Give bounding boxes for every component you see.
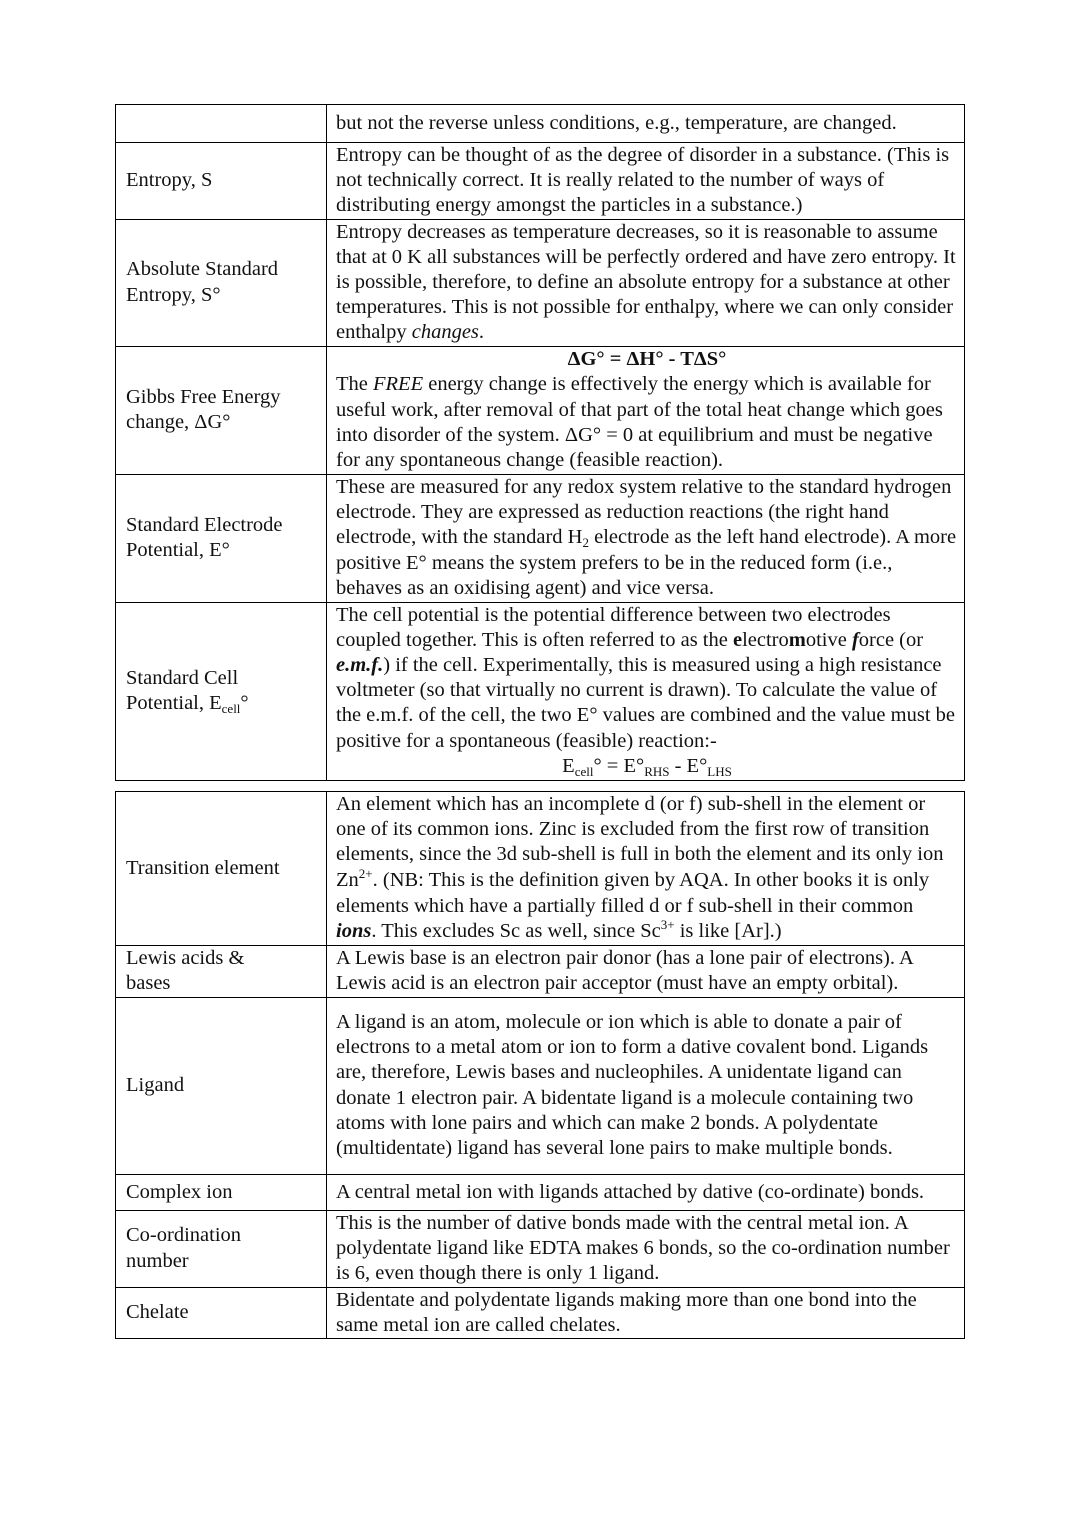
term-coordination-number [116,1210,327,1287]
definition-coordination-number [327,1210,965,1287]
term-line: change, ΔG° [126,411,231,434]
definition-text-part: The [336,373,373,396]
term-line: Absolute Standard [126,258,279,281]
italic-text: changes [411,321,479,344]
term-chelate: Chelate [116,1287,327,1338]
definition-complex-ion [327,1174,965,1210]
definition-entropy [327,143,965,220]
definition-text-part: is like [Ar].) [674,920,782,943]
term-line: Gibbs Free Energy [126,385,281,408]
table-row [116,105,965,143]
term-complex-ion: Complex ion [116,1174,327,1210]
definition-text-part: otive [805,628,852,651]
table-row [116,792,965,946]
definition-text-part: The cell potential is the potential difference between two electrodes coupled together. This is often referred to as the [336,603,891,651]
definition-text-part: . (NB: This is the definition given by AQA. In other books it is only elements which have a partially filled d or f sub-shell in their common [336,868,930,917]
definition-text-part: electrode as the left hand electrode). A more positive E° means the system prefers to be in the reduced form (i.e., behaves as an oxidising agent) and vice versa. [336,526,957,600]
definition-absolute-entropy [327,219,965,346]
bold-italic-letter: f [851,628,859,651]
term-line: Standard Cell [126,666,239,689]
definition-lewis [327,946,965,997]
table-row [116,143,965,220]
definition-text: A Lewis base is an electron pair donor (has a lone pair of electrons). A Lewis acid is an electron pair acceptor (must have an empty orbital). [336,947,913,995]
definition-text-part: lectro [742,628,789,651]
table-row [116,1287,965,1338]
formula-part: E [562,754,575,777]
glossary-table-2 [115,791,965,1339]
definition-text: A ligand is an atom, molecule or ion which is able to donate a pair of electrons to a metal atom or ion to form a dative covalent bond. Ligands are, therefore, Lewis bases and nucleophiles. A unidentate ligand can donate 1 electron pair. A bidentate ligand is a molecule containing two atoms with lone pairs and which can make 2 bonds. A polydentate (multidentate) ligand has several lone pairs to make multiple bonds. [336,1011,929,1160]
italic-text: FREE [373,373,424,396]
definition-electrode-potential [327,474,965,602]
definition-text [336,475,958,602]
definition-text: Bidentate and polydentate ligands making more than one bond into the same metal ion are called chelates. [336,1288,917,1336]
term-gibbs [116,346,327,474]
definition-text [336,220,958,346]
subscript: LHS [707,763,732,779]
table-row [116,602,965,780]
term-line: Potential, E° [126,539,230,562]
term-entropy: Entropy, S [116,143,327,220]
subscript: cell [221,700,241,716]
term-line: bases [126,972,171,995]
table-row [116,346,965,474]
bold-letter: m [788,628,806,651]
term-text-part: ° [240,691,249,714]
bold-italic-text: ions [336,920,372,943]
term-line: Entropy, S° [126,283,221,306]
term-lewis [116,946,327,997]
gibbs-formula: ΔG° = ΔH° - TΔS° [567,348,727,371]
definition-text [336,372,958,473]
definition-text: Entropy can be thought of as the degree of disorder in a substance. (This is not technically correct. It is really related to the number of ways of distributing energy amongst the particles in a substance.) [336,144,950,217]
formula-part: ° = E° [593,754,645,777]
definition-text-part: Entropy decreases as temperature decreases, so it is reasonable to assume that at 0 K all substances will be perfectly ordered and have zero entropy. It is possible, therefore, to define an absolute entropy for a substance at other temperatures. This is not possible for enthalpy, where we can only consider enthalpy [336,220,956,344]
definition-text-part: orce (or [858,628,924,651]
term-electrode-potential [116,474,327,602]
term-line [126,692,249,714]
table-row [116,474,965,602]
definition-text: but not the reverse unless conditions, e.g., temperature, are changed. [336,111,897,134]
definition-gibbs [327,346,965,474]
formula-part: - E° [669,754,708,777]
definition-text-part: energy change is effectively the energy which is available for useful work, after removal of that part of the total heat change which goes into disorder of the system. ΔG° = 0 at equilibrium and must be negative for any spontaneous change (feasible reaction). [336,373,943,471]
term-line: Standard Electrode [126,513,283,536]
definition-text-part: These are measured for any redox system relative to the standard hydrogen electrode. They are expressed as reduction reactions (the right hand electrode, with the standard H [336,475,952,549]
definition-text [336,792,958,945]
table-row [116,1174,965,1210]
table-row [116,219,965,346]
term-line: number [126,1249,189,1272]
bold-letter: e [732,628,743,651]
superscript: 3+ [660,917,675,933]
definition-ligand [327,997,965,1174]
term-cell-potential [116,602,327,780]
table-row [116,997,965,1174]
term-line: Co-ordination [126,1224,242,1247]
definition-chelate [327,1287,965,1338]
term-line: Lewis acids & [126,947,245,970]
cell-formula [336,754,958,780]
term-transition-element: Transition element [116,792,327,946]
definition-text-part: An element which has an incomplete d (or f) sub-shell in the element or one of its common ions. Zinc is excluded from the first row of transition elements, since the 3d sub-shell is full in both the element and its only ion Zn [336,793,944,891]
term-cell-empty [116,105,327,143]
superscript: 2+ [358,865,373,881]
definition-continuation [327,105,965,143]
term-text-part: Potential, E [126,691,222,714]
definition-text: A central metal ion with ligands attached by dative (co-ordinate) bonds. [336,1180,925,1203]
subscript: 2 [582,535,589,551]
definition-text-part: . [478,321,485,344]
table-row [116,1210,965,1287]
subscript: cell [574,763,594,779]
subscript: RHS [644,763,670,779]
definition-text: This is the number of dative bonds made with the central metal ion. A polydentate ligand like EDTA makes 6 bonds, so the co-ordination number is 6, even though there is only 1 ligand. [336,1211,950,1285]
term-ligand: Ligand [116,997,327,1174]
definition-text-part: . This excludes Sc as well, since Sc [371,920,661,943]
definition-text [336,603,958,754]
term-absolute-entropy [116,219,327,346]
glossary-table-1 [115,104,965,781]
emf-abbreviation: e.m.f. [336,654,384,677]
definition-text-part: ) if the cell. Experimentally, this is measured using a high resistance voltmeter (so that virtually no current is drawn). To calculate the value of the e.m.f. of the cell, the two E° values are combined and the value must be positive for a spontaneous (feasible) reaction:- [336,654,956,752]
definition-transition-element [327,792,965,946]
definition-cell-potential [327,602,965,780]
table-row [116,946,965,997]
